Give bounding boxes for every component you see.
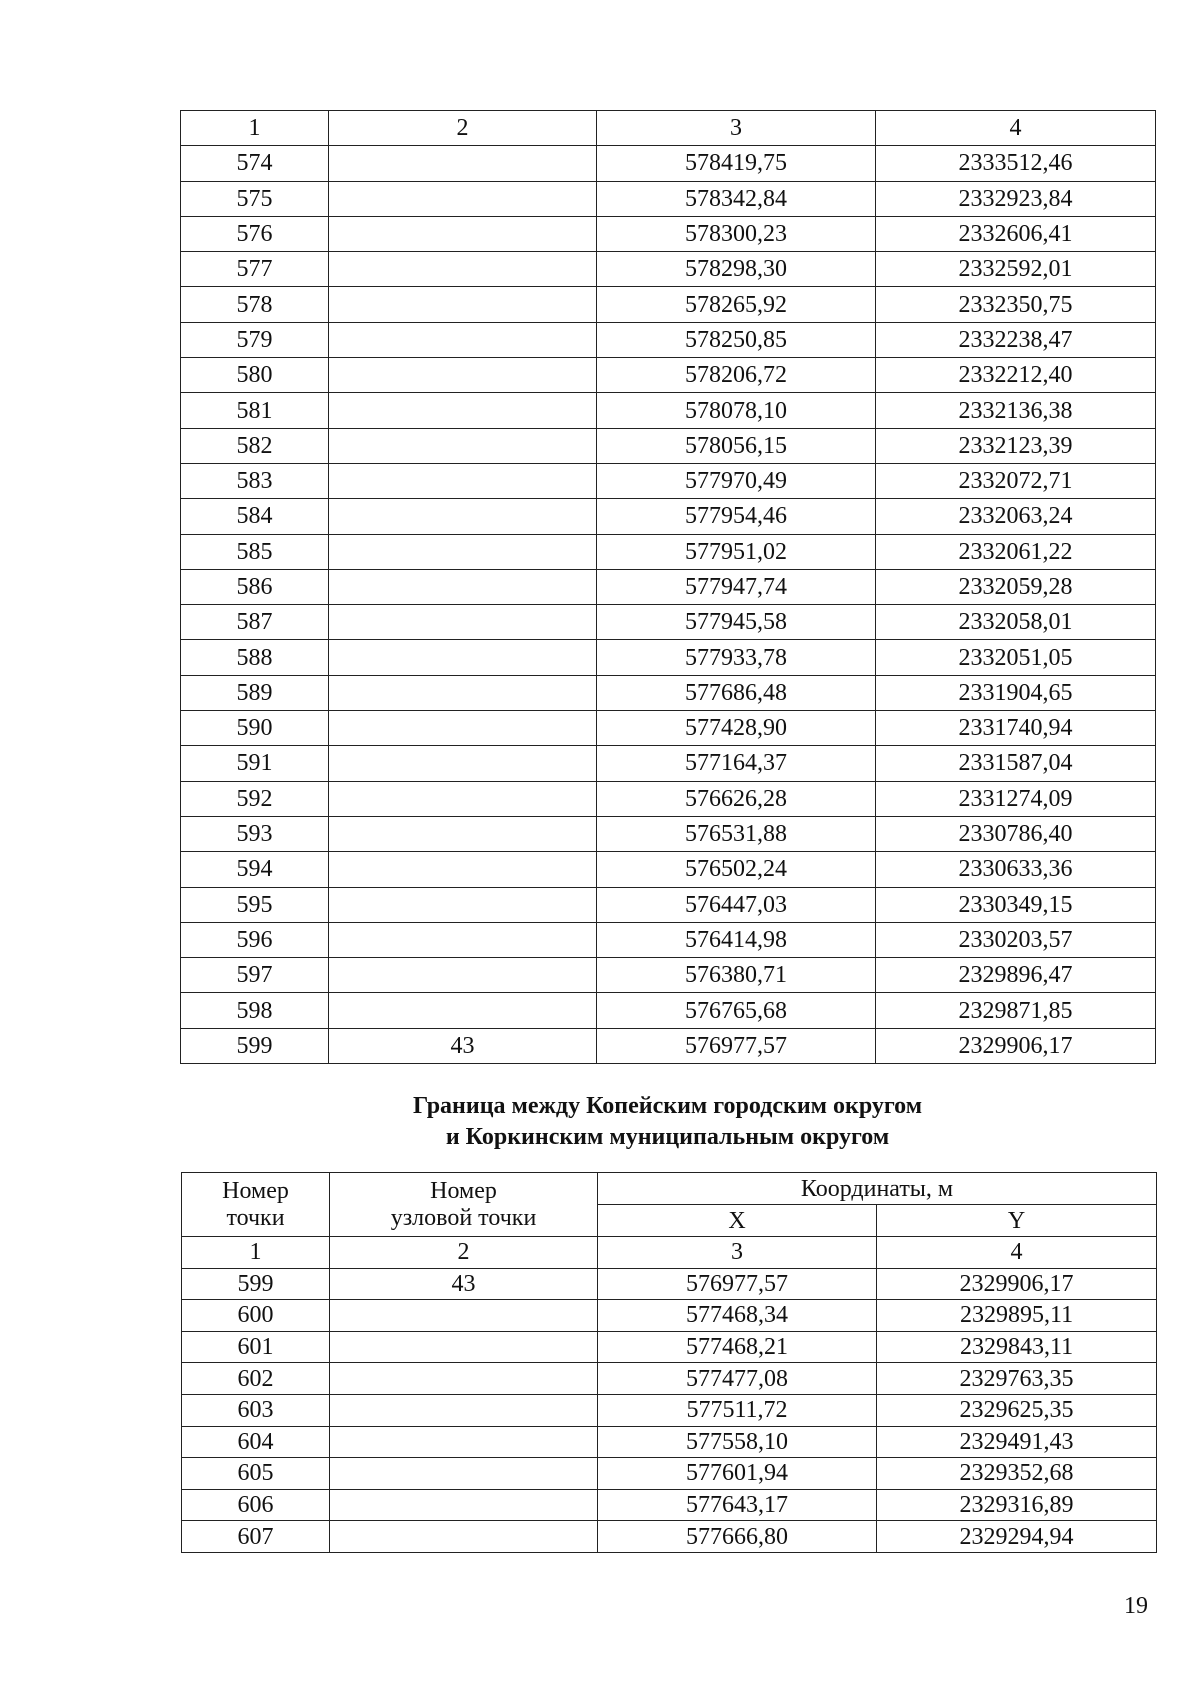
cell-y: 2332136,38 — [876, 393, 1156, 428]
table-row — [182, 1300, 1157, 1332]
cell-x: 576447,03 — [597, 887, 876, 922]
table-row — [181, 993, 1156, 1028]
cell-point-number: 578 — [181, 287, 329, 322]
cell-point-number: 597 — [181, 958, 329, 993]
cell-y: 2330633,36 — [876, 852, 1156, 887]
column-number: 4 — [876, 111, 1156, 146]
cell-point-number: 606 — [182, 1489, 330, 1521]
cell-x: 577468,34 — [598, 1300, 877, 1332]
cell-node-number — [329, 181, 597, 216]
cell-point-number: 585 — [181, 534, 329, 569]
cell-y: 2332058,01 — [876, 605, 1156, 640]
table-row — [181, 287, 1156, 322]
cell-node-number — [329, 605, 597, 640]
cell-y: 2330349,15 — [876, 887, 1156, 922]
table-row — [181, 640, 1156, 675]
cell-node-number — [330, 1458, 598, 1490]
cell-y: 2329294,94 — [877, 1521, 1157, 1553]
table-row — [181, 216, 1156, 251]
section-heading-line-1: Граница между Копейским городским округом — [412, 1093, 923, 1119]
table-row — [182, 1363, 1157, 1395]
table-row — [181, 605, 1156, 640]
cell-node-number — [329, 922, 597, 957]
cell-point-number: 596 — [181, 922, 329, 957]
cell-y: 2329316,89 — [877, 1489, 1157, 1521]
cell-node-number — [329, 428, 597, 463]
table-row — [182, 1489, 1157, 1521]
cell-node-number — [329, 993, 597, 1028]
cell-node-number — [329, 816, 597, 851]
header-coordinates: Координаты, м — [598, 1173, 1157, 1205]
cell-x: 576502,24 — [597, 852, 876, 887]
cell-y: 2329906,17 — [877, 1268, 1157, 1300]
column-number: 3 — [597, 111, 876, 146]
coordinates-table-continued — [180, 110, 1156, 1064]
cell-node-number — [329, 322, 597, 357]
table-row — [181, 887, 1156, 922]
cell-x: 576626,28 — [597, 781, 876, 816]
cell-point-number: 602 — [182, 1363, 330, 1395]
cell-x: 577933,78 — [597, 640, 876, 675]
table-row — [181, 922, 1156, 957]
cell-point-number: 576 — [181, 216, 329, 251]
cell-point-number: 599 — [182, 1268, 330, 1300]
cell-x: 578250,85 — [597, 322, 876, 357]
cell-x: 577477,08 — [598, 1363, 877, 1395]
cell-node-number — [329, 252, 597, 287]
column-numbering-row — [182, 1237, 1157, 1269]
cell-node-number — [329, 463, 597, 498]
table-row — [181, 781, 1156, 816]
table-row — [181, 181, 1156, 216]
cell-y: 2332606,41 — [876, 216, 1156, 251]
section-heading-line-2: и Коркинским муниципальным округом — [445, 1124, 890, 1150]
cell-point-number: 607 — [182, 1521, 330, 1553]
cell-node-number — [329, 711, 597, 746]
cell-point-number: 584 — [181, 499, 329, 534]
cell-y: 2329843,11 — [877, 1331, 1157, 1363]
header-node-point-number — [330, 1173, 598, 1237]
cell-y: 2332350,75 — [876, 287, 1156, 322]
cell-node-number — [329, 146, 597, 181]
cell-x: 578300,23 — [597, 216, 876, 251]
cell-point-number: 591 — [181, 746, 329, 781]
cell-y: 2332238,47 — [876, 322, 1156, 357]
header-text: Номер — [430, 1178, 497, 1205]
cell-y: 2332123,39 — [876, 428, 1156, 463]
cell-y: 2331587,04 — [876, 746, 1156, 781]
cell-point-number: 590 — [181, 711, 329, 746]
cell-node-number — [330, 1489, 598, 1521]
cell-y: 2329763,35 — [877, 1363, 1157, 1395]
cell-x: 577558,10 — [598, 1426, 877, 1458]
section-heading — [180, 1091, 1155, 1153]
table-body — [181, 111, 1156, 1064]
cell-y: 2332061,22 — [876, 534, 1156, 569]
cell-node-number — [329, 569, 597, 604]
boundary-coordinates-table — [181, 1172, 1157, 1553]
table-row — [181, 746, 1156, 781]
page-number: 19 — [1124, 1593, 1148, 1619]
cell-y: 2331274,09 — [876, 781, 1156, 816]
cell-x: 577164,37 — [597, 746, 876, 781]
cell-node-number — [329, 287, 597, 322]
cell-point-number: 588 — [181, 640, 329, 675]
cell-point-number: 579 — [181, 322, 329, 357]
cell-node-number — [329, 746, 597, 781]
table-row — [181, 428, 1156, 463]
table-row — [182, 1426, 1157, 1458]
table-row — [181, 499, 1156, 534]
cell-x: 578078,10 — [597, 393, 876, 428]
cell-node-number — [330, 1521, 598, 1553]
cell-point-number: 593 — [181, 816, 329, 851]
cell-x: 577970,49 — [597, 463, 876, 498]
cell-node-number — [330, 1331, 598, 1363]
cell-node-number — [330, 1300, 598, 1332]
table-row — [181, 393, 1156, 428]
cell-point-number: 575 — [181, 181, 329, 216]
table-row — [181, 322, 1156, 357]
cell-y: 2331740,94 — [876, 711, 1156, 746]
table-row — [182, 1268, 1157, 1300]
cell-node-number — [330, 1426, 598, 1458]
cell-y: 2329906,17 — [876, 1028, 1156, 1063]
table-row — [182, 1394, 1157, 1426]
cell-point-number: 580 — [181, 358, 329, 393]
cell-x: 577601,94 — [598, 1458, 877, 1490]
cell-point-number: 595 — [181, 887, 329, 922]
cell-x: 578206,72 — [597, 358, 876, 393]
cell-point-number: 594 — [181, 852, 329, 887]
cell-point-number: 604 — [182, 1426, 330, 1458]
table-row — [182, 1521, 1157, 1553]
cell-point-number: 601 — [182, 1331, 330, 1363]
cell-y: 2330786,40 — [876, 816, 1156, 851]
cell-point-number: 587 — [181, 605, 329, 640]
table-row — [182, 1331, 1157, 1363]
cell-y: 2332923,84 — [876, 181, 1156, 216]
table-row — [181, 1028, 1156, 1063]
cell-y: 2329491,43 — [877, 1426, 1157, 1458]
table-row — [181, 675, 1156, 710]
cell-point-number: 603 — [182, 1394, 330, 1426]
table-row — [181, 358, 1156, 393]
cell-point-number: 605 — [182, 1458, 330, 1490]
cell-point-number: 581 — [181, 393, 329, 428]
table-row — [182, 1458, 1157, 1490]
cell-point-number: 577 — [181, 252, 329, 287]
cell-node-number: 43 — [330, 1268, 598, 1300]
column-number: 1 — [181, 111, 329, 146]
cell-node-number — [329, 358, 597, 393]
cell-y: 2332592,01 — [876, 252, 1156, 287]
cell-y: 2332063,24 — [876, 499, 1156, 534]
cell-x: 576977,57 — [597, 1028, 876, 1063]
cell-node-number — [329, 852, 597, 887]
table-row — [181, 569, 1156, 604]
column-number: 2 — [329, 111, 597, 146]
cell-point-number: 582 — [181, 428, 329, 463]
cell-x: 578056,15 — [597, 428, 876, 463]
cell-x: 576531,88 — [597, 816, 876, 851]
column-number: 4 — [877, 1237, 1157, 1269]
cell-point-number: 589 — [181, 675, 329, 710]
cell-x: 576414,98 — [597, 922, 876, 957]
cell-x: 577511,72 — [598, 1394, 877, 1426]
cell-node-number: 43 — [329, 1028, 597, 1063]
cell-node-number — [329, 640, 597, 675]
cell-point-number: 586 — [181, 569, 329, 604]
header-text: Номер — [222, 1178, 289, 1205]
header-text: точки — [226, 1204, 285, 1231]
cell-x: 578265,92 — [597, 287, 876, 322]
cell-x: 577951,02 — [597, 534, 876, 569]
cell-y: 2332051,05 — [876, 640, 1156, 675]
cell-y: 2330203,57 — [876, 922, 1156, 957]
cell-node-number — [329, 781, 597, 816]
cell-x: 577666,80 — [598, 1521, 877, 1553]
header-text: узловой точки — [390, 1204, 537, 1231]
cell-x: 577686,48 — [597, 675, 876, 710]
cell-x: 577468,21 — [598, 1331, 877, 1363]
table-row — [181, 711, 1156, 746]
cell-x: 577428,90 — [597, 711, 876, 746]
column-number: 3 — [598, 1237, 877, 1269]
cell-node-number — [329, 887, 597, 922]
column-numbering-row — [181, 111, 1156, 146]
header-x: X — [598, 1205, 877, 1237]
cell-y: 2329625,35 — [877, 1394, 1157, 1426]
table-row — [181, 958, 1156, 993]
cell-y: 2332072,71 — [876, 463, 1156, 498]
cell-y: 2329352,68 — [877, 1458, 1157, 1490]
table-row — [181, 146, 1156, 181]
cell-x: 577947,74 — [597, 569, 876, 604]
cell-y: 2331904,65 — [876, 675, 1156, 710]
cell-y: 2332059,28 — [876, 569, 1156, 604]
table-body — [182, 1173, 1157, 1553]
header-point-number — [182, 1173, 330, 1237]
column-number: 1 — [182, 1237, 330, 1269]
cell-x: 577945,58 — [597, 605, 876, 640]
cell-node-number — [329, 534, 597, 569]
cell-point-number: 598 — [181, 993, 329, 1028]
cell-node-number — [329, 393, 597, 428]
cell-x: 578298,30 — [597, 252, 876, 287]
table-row — [181, 852, 1156, 887]
cell-node-number — [329, 958, 597, 993]
cell-y: 2329871,85 — [876, 993, 1156, 1028]
cell-x: 578342,84 — [597, 181, 876, 216]
table-row — [181, 816, 1156, 851]
cell-y: 2329896,47 — [876, 958, 1156, 993]
cell-node-number — [330, 1363, 598, 1395]
cell-node-number — [329, 216, 597, 251]
table-header-row — [182, 1173, 1157, 1205]
cell-point-number: 574 — [181, 146, 329, 181]
cell-x: 576977,57 — [598, 1268, 877, 1300]
cell-y: 2333512,46 — [876, 146, 1156, 181]
cell-x: 576765,68 — [597, 993, 876, 1028]
cell-point-number: 600 — [182, 1300, 330, 1332]
cell-node-number — [329, 675, 597, 710]
cell-x: 577954,46 — [597, 499, 876, 534]
cell-y: 2332212,40 — [876, 358, 1156, 393]
cell-node-number — [329, 499, 597, 534]
cell-node-number — [330, 1394, 598, 1426]
cell-x: 578419,75 — [597, 146, 876, 181]
cell-y: 2329895,11 — [877, 1300, 1157, 1332]
cell-x: 577643,17 — [598, 1489, 877, 1521]
column-number: 2 — [330, 1237, 598, 1269]
table-row — [181, 252, 1156, 287]
cell-point-number: 599 — [181, 1028, 329, 1063]
cell-point-number: 592 — [181, 781, 329, 816]
cell-x: 576380,71 — [597, 958, 876, 993]
header-y: Y — [877, 1205, 1157, 1237]
cell-point-number: 583 — [181, 463, 329, 498]
table-row — [181, 463, 1156, 498]
table-row — [181, 534, 1156, 569]
